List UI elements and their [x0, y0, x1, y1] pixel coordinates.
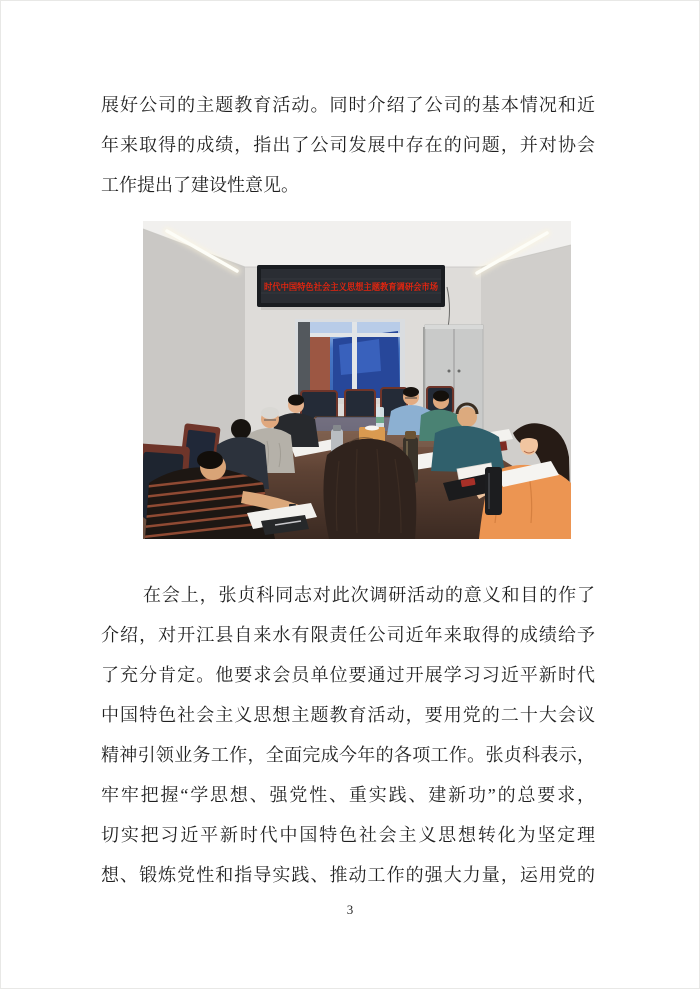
- cabinet-keyhole-right: [458, 370, 461, 373]
- hair: [197, 451, 223, 469]
- paragraph-top: [101, 85, 595, 205]
- paragraph-bottom-line-5: 精神引领业务工作，全面完成今年的各项工作。张贞科表示，: [101, 745, 595, 765]
- page-number: 3: [346, 902, 354, 917]
- paragraph-bottom-line-8: 想、锻炼党性和指导实践、推动工作的强大力量，运用党的: [101, 865, 595, 885]
- paragraph-bottom-line-7: 切实把习近平新时代中国特色社会主义思想转化为坚定理: [101, 825, 595, 845]
- hair: [288, 395, 304, 406]
- meeting-photo: [143, 221, 571, 539]
- hair: [403, 387, 419, 397]
- cabinet-keyhole-left: [448, 370, 451, 373]
- black-thermos: [485, 467, 502, 515]
- brick-building-through-window: [310, 337, 330, 398]
- paragraph-bottom-line-2: 介绍，对开江县自来水有限责任公司近年来取得的成绩给予: [101, 625, 595, 645]
- paragraph-bottom-line-6: 牢牢把握“学思想、强党性、重实践、建新功”的总要求，: [101, 785, 595, 805]
- window-mullion: [352, 322, 357, 398]
- window-open-pane: [298, 322, 310, 398]
- meeting-photo-scene: [143, 221, 571, 539]
- paragraph-bottom-line-4: 中国特色社会主义思想主题教育活动，要用党的二十大会议: [101, 705, 595, 725]
- head-back: [231, 419, 251, 439]
- foreground-attendee: [323, 438, 416, 539]
- paragraph-top-line-1: 展好公司的主题教育活动。同时介绍了公司的基本情况和近: [101, 95, 595, 115]
- led-banner-text: 时代中国特色社会主义思想主题教育调研会市场: [264, 283, 454, 293]
- white-hair: [261, 407, 279, 419]
- paragraph-top-line-2: 年来取得的成绩，指出了公司发展中存在的问题，并对协会: [101, 135, 595, 155]
- paragraph-bottom-line-1: 在会上，张贞科同志对此次调研活动的意义和目的作了: [143, 585, 595, 605]
- paragraph-bottom: [101, 575, 595, 895]
- face: [457, 407, 477, 427]
- paragraph-top-line-3: 工作提出了建设性意见。: [101, 175, 299, 195]
- hair: [433, 391, 449, 402]
- paragraph-bottom-line-3: 了充分肯定。他要求会员单位要通过开展学习习近平新时代: [101, 665, 595, 685]
